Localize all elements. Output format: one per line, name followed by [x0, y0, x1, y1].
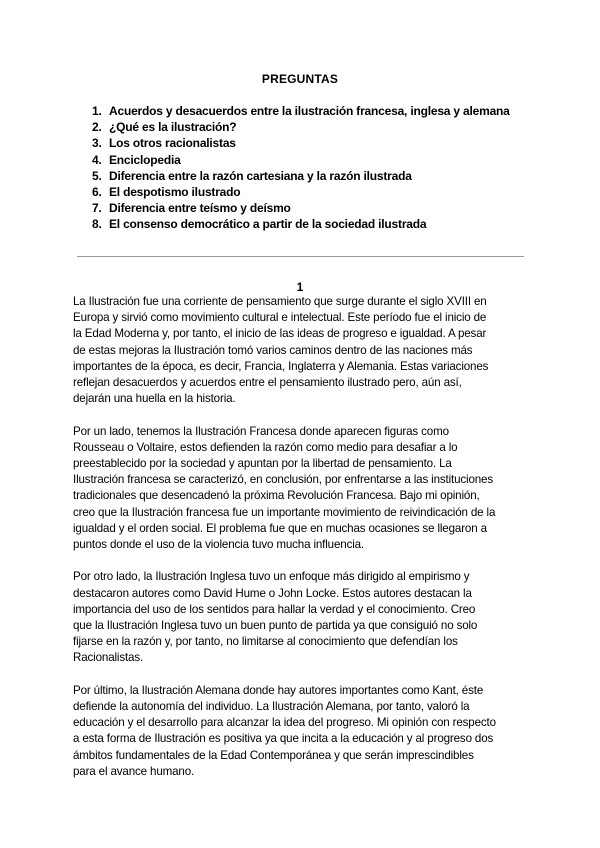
- answer-body: [73, 294, 533, 796]
- text-line: La Ilustración fue una corriente de pensamiento que surge durante el siglo XVIII en: [73, 295, 487, 308]
- paragraph: [73, 424, 533, 554]
- section-number: 1: [296, 280, 304, 294]
- text-line: tradicionales que desencadenó la próxima Revolución Francesa. Bajo mi opinión,: [73, 489, 480, 503]
- list-item-text: El despotismo ilustrado: [109, 184, 241, 199]
- list-item: [92, 200, 510, 216]
- page-title: PREGUNTAS: [261, 72, 339, 86]
- text-line: Por un lado, tenemos la Ilustración Francesa donde aparecen figuras como: [73, 424, 449, 438]
- list-item-number: 6.: [92, 184, 102, 199]
- list-item-number: 4.: [92, 152, 102, 167]
- paragraph: [73, 569, 533, 666]
- text-line: que la Ilustración Inglesa tuvo un buen punto de partida ya que consiguió no solo: [73, 619, 478, 633]
- list-item-number: 1.: [92, 104, 102, 118]
- list-item-number: 8.: [92, 217, 102, 232]
- text-line: ámbitos fundamentales de la Edad Contemporánea y que serán imprescindibles: [73, 748, 474, 762]
- text-line: Por otro lado, la Ilustración Inglesa tuvo un enfoque más dirigido al empirismo y: [73, 570, 470, 584]
- text-line: importantes de la época, es decir, Francia, Inglaterra y Alemania. Estas variaciones: [73, 359, 489, 373]
- text-line: de estas mejoras la Ilustración tomó varios caminos dentro de las naciones más: [73, 343, 473, 357]
- text-line: creo que la Ilustración francesa fue un importante movimiento de reivindicación de la: [73, 505, 496, 519]
- text-line: destacaron autores como David Hume o John Locke. Estos autores destacan la: [73, 586, 472, 600]
- list-item: [92, 184, 510, 200]
- text-line: educación y el desarrollo para alcanzar la idea del progreso. Mi opinión con respecto: [73, 716, 496, 730]
- paragraph: [73, 294, 533, 407]
- text-line: la Edad Moderna y, por tanto, el inicio de las ideas de progreso e igualdad. A pesar: [73, 327, 487, 341]
- text-line: a esta forma de Ilustración es positiva ya que incita a la educación y al progreso dos: [73, 732, 494, 746]
- list-item-text: Enciclopedia: [109, 152, 181, 167]
- text-line: fijarse en la razón y, por tanto, no limitarse al conocimiento que defendían los: [73, 635, 458, 649]
- list-item-number: 3.: [92, 136, 102, 151]
- list-item: [92, 135, 510, 151]
- question-list: [92, 103, 510, 233]
- list-item-text: Diferencia entre teísmo y deísmo: [109, 201, 291, 216]
- text-line: dejarán una huella en la historia.: [73, 392, 236, 406]
- list-item-text: Diferencia entre la razón cartesiana y la razón ilustrada: [109, 168, 412, 183]
- list-item-number: 2.: [92, 120, 102, 135]
- list-item-text: Los otros racionalistas: [109, 136, 236, 151]
- text-line: Racionalistas.: [73, 651, 144, 665]
- list-item: [92, 119, 510, 135]
- text-line: defiende la autonomía del individuo. La Ilustración Alemana, por tanto, valoró la: [73, 700, 470, 714]
- list-item-number: 7.: [92, 201, 102, 216]
- list-item-number: 5.: [92, 168, 102, 183]
- text-line: reflejan desacuerdos y acuerdos entre el pensamiento ilustrado pero, aún así,: [73, 376, 462, 390]
- text-line: importancia del uso de los sentidos para hallar la verdad y el conocimiento. Creo: [73, 602, 476, 616]
- text-line: igualdad y el orden social. El problema fue que en muchas ocasiones se llegaron a: [73, 521, 487, 535]
- text-line: Rousseau o Voltaire, estos defienden la razón como medio para desafiar a lo: [73, 440, 458, 454]
- text-line: preestablecido por la sociedad y apuntan por la libertad de pensamiento. La: [73, 457, 452, 471]
- text-line: Por último, la Ilustración Alemana donde hay autores importantes como Kant, éste: [73, 683, 484, 697]
- list-item: [92, 168, 510, 184]
- list-item: [92, 216, 510, 232]
- list-item-text: El consenso democrático a partir de la sociedad ilustrada: [109, 217, 427, 232]
- list-item-text: Acuerdos y desacuerdos entre la ilustración francesa, inglesa y alemana: [109, 104, 510, 118]
- horizontal-divider: [77, 256, 524, 257]
- list-item: [92, 152, 510, 168]
- paragraph: [73, 683, 533, 780]
- list-item: [92, 103, 510, 119]
- text-line: Europa y sirvió como movimiento cultural e intelectual. Este período fue el inicio de: [73, 311, 487, 325]
- text-line: para el avance humano.: [73, 764, 195, 778]
- text-line: puntos donde el uso de la violencia tuvo mucha influencia.: [73, 538, 365, 552]
- list-item-text: ¿Qué es la ilustración?: [109, 120, 237, 135]
- text-line: Ilustración francesa se caracterizó, en conclusión, por enfrentarse a las instituciones: [73, 473, 494, 487]
